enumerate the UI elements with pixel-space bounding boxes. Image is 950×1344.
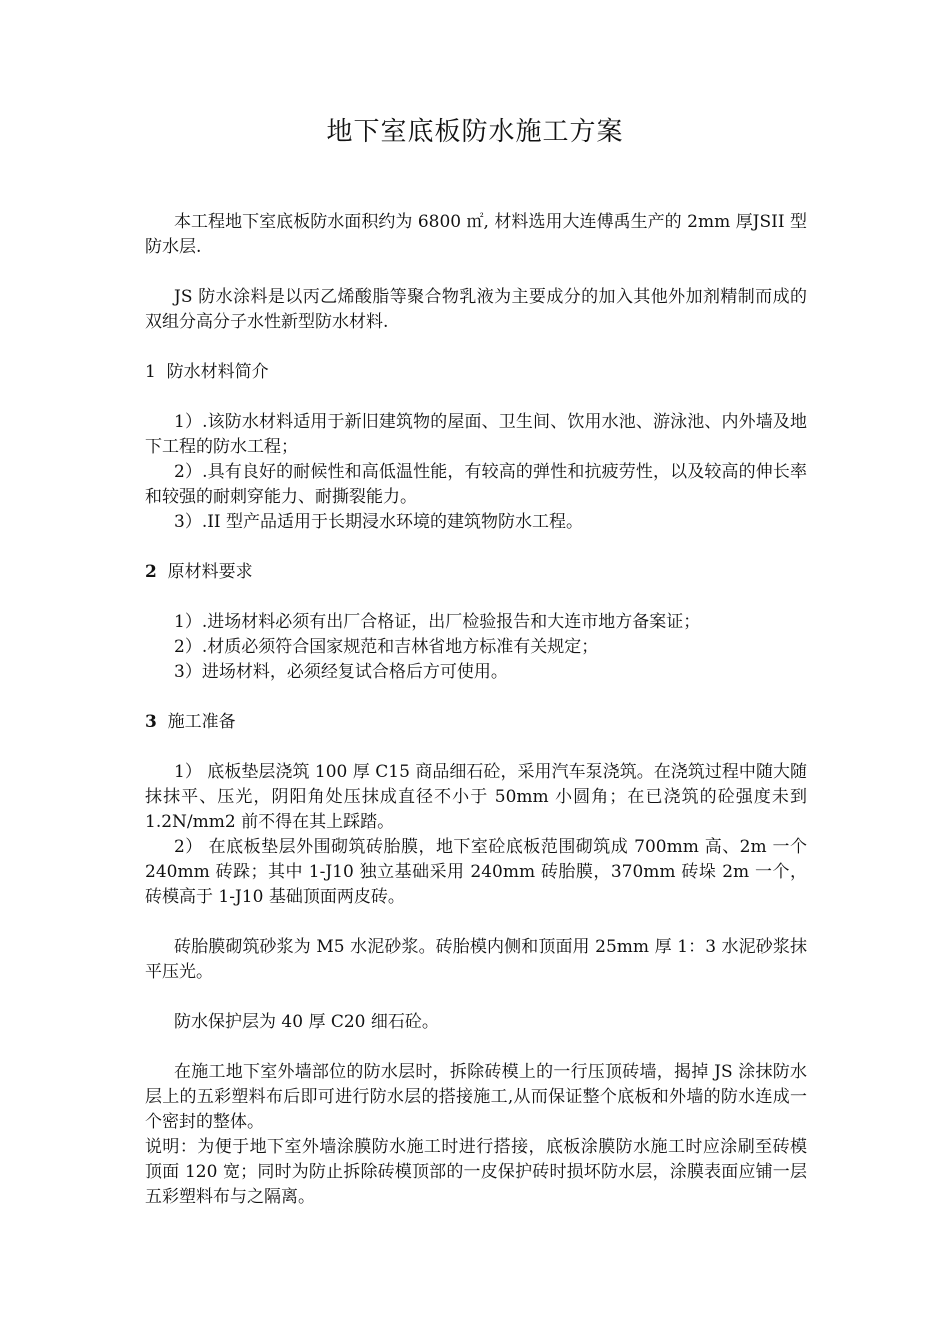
document-title: 地下室底板防水施工方案 — [326, 117, 624, 147]
section-1-title: 防水材料简介 — [166, 362, 269, 382]
section-3-title: 施工准备 — [167, 712, 236, 732]
section-3-item-2: 2） 在底板垫层外围砌筑砖胎膜，地下室砼底板范围砌筑成 700mm 高、2m 一个 240mm 砖跺；其中 1-J10 独立基础采用 240mm 砖胎膜，370mm 砖垛 2m 一个，砖模高于 1-J10 基础顶面两皮砖。 — [145, 837, 807, 907]
intro-paragraph-material: JS 防水涂料是以丙乙烯酸脂等聚合物乳液为主要成分的加入其他外加剂精制而成的双组分高分子水性新型防水材料. — [145, 287, 807, 332]
document-body — [145, 210, 807, 1210]
section-1-heading — [145, 360, 807, 385]
section-3-number: 3 — [145, 712, 157, 732]
section-2-title: 原材料要求 — [167, 562, 253, 582]
section-1-number: 1 — [145, 362, 156, 382]
section-2-item-3: 3）进场材料，必须经复试合格后方可使用。 — [174, 662, 508, 682]
intro-paragraph-area: 本工程地下室底板防水面积约为 6800 ㎡, 材料选用大连傅禹生产的 2mm 厚JSII 型防水层. — [145, 212, 807, 257]
section-1-item-2: 2）.具有良好的耐候性和高低温性能，有较高的弹性和抗疲劳性，以及较高的伸长率和较强的耐刺穿能力、耐撕裂能力。 — [145, 462, 807, 507]
section-2-item-2: 2）.材质必须符合国家规范和吉林省地方标准有关规定； — [174, 637, 599, 657]
section-2-number: 2 — [145, 562, 157, 582]
section-2-heading — [145, 560, 807, 585]
mortar-paragraph: 砖胎膜砌筑砂浆为 M5 水泥砂浆。砖胎模内侧和顶面用 25mm 厚 1：3 水泥砂浆抹平压光。 — [145, 937, 807, 982]
section-2-item-1: 1）.进场材料必须有出厂合格证，出厂检验报告和大连市地方备案证； — [174, 612, 701, 632]
outer-wall-paragraph: 在施工地下室外墙部位的防水层时，拆除砖模上的一行压顶砖墙，揭掉 JS 涂抹防水层上的五彩塑料布后即可进行防水层的搭接施工,从而保证整个底板和外墙的防水连成一个密封的整体。 — [145, 1062, 807, 1132]
protective-layer-paragraph: 防水保护层为 40 厚 C20 细石砼。 — [174, 1012, 439, 1032]
section-1-item-3: 3）.II 型产品适用于长期浸水环境的建筑物防水工程。 — [174, 512, 584, 532]
section-3-item-1: 1） 底板垫层浇筑 100 厚 C15 商品细石砼，采用汽车泵浇筑。在浇筑过程中随大随抹抹平、压光，阴阳角处压抹成直径不小于 50mm 小圆角；在已浇筑的砼强度未到 1.2N/mm2 前不得在其上踩踏。 — [145, 762, 807, 832]
note-paragraph: 说明：为便于地下室外墙涂膜防水施工时进行搭接，底板涂膜防水施工时应涂刷至砖模顶面 120 宽；同时为防止拆除砖模顶部的一皮保护砖时损坏防水层，涂膜表面应铺一层五彩塑料布与之隔离。 — [145, 1137, 807, 1207]
section-3-heading — [145, 710, 807, 735]
section-1-item-1: 1）.该防水材料适用于新旧建筑物的屋面、卫生间、饮用水池、游泳池、内外墙及地下工程的防水工程； — [145, 412, 807, 457]
